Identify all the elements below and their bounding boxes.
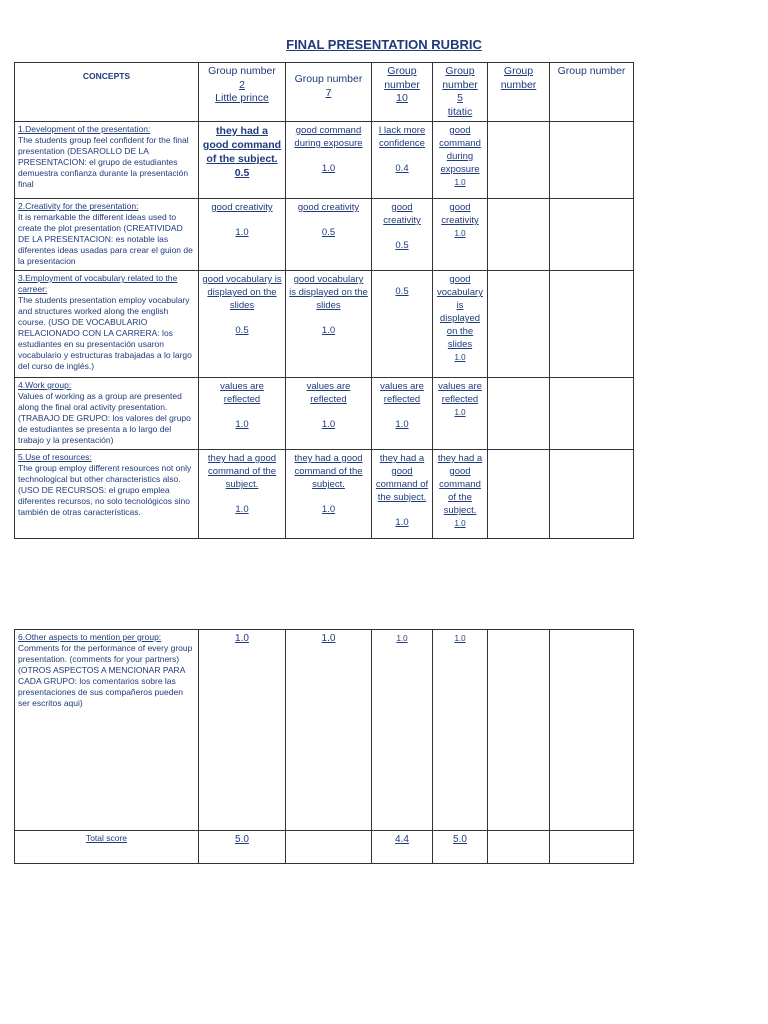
score-value: 0.5 (395, 240, 409, 251)
group-cell (286, 122, 372, 199)
score-value: 0.5 (235, 325, 249, 336)
group-header-line: Group (503, 65, 534, 77)
comment-text: they had a good command of the subject. (202, 125, 282, 165)
comment-text: good creativity (211, 202, 273, 213)
group-cell (488, 122, 550, 199)
criterion-cell (15, 122, 199, 199)
criterion-title: 3.Employment of vocabulary related to the carreer: (18, 273, 178, 294)
group-cell (488, 271, 550, 378)
score-value: 1.0 (321, 325, 336, 336)
score-value: 1.0 (321, 504, 336, 515)
score-value: 1.0 (395, 419, 409, 430)
group-cell (372, 630, 433, 831)
criterion-row (15, 122, 634, 199)
total-score-value: 5.0 (453, 834, 467, 845)
group-header-line: number (384, 78, 420, 91)
group-header-6 (550, 63, 634, 122)
group-header-line: titatic (447, 105, 473, 118)
group-cell (488, 378, 550, 450)
criterion-cell (15, 630, 199, 831)
comment-text: values are reflected (380, 381, 424, 405)
score-value: 1.0 (454, 353, 466, 362)
score-value: 0.5 (234, 167, 250, 179)
score-value: 1.0 (321, 633, 336, 644)
rubric-table-continued (14, 629, 634, 864)
score-value: 0.5 (321, 227, 336, 238)
group-cell (488, 450, 550, 539)
comment-text: they had a good command of the subject. (294, 453, 363, 490)
score-value: 1.0 (454, 519, 466, 528)
group-cell (550, 630, 634, 831)
group-cell (433, 271, 488, 378)
comment-text: values are reflected (306, 381, 351, 405)
group-cell (199, 271, 286, 378)
total-cell (488, 831, 550, 864)
group-cell (433, 199, 488, 271)
criterion-description: The students group feel confident for the final presentation (DESAROLLO DE LA PRESENTACION: el grupo de estudiantes demuestra confianza durante la presentación final (18, 135, 189, 189)
total-score-value: 4.4 (395, 834, 409, 845)
score-value: 1.0 (235, 227, 249, 238)
criterion-title: 4.Work group: (18, 380, 72, 390)
comment-text: good command during exposure (439, 125, 481, 175)
comment-text: good vocabulary is displayed on the slides (289, 274, 368, 311)
criterion-description: It is remarkable the different ideas used to create the plot presentation (CREATIVIDAD DE LA PRESENTACION: es notable las diferentes ideas usadas para crear el guion de la presentacion (18, 212, 193, 266)
comment-text: good creativity (383, 202, 421, 226)
score-value: 0.5 (395, 286, 409, 297)
criterion-description: Values of working as a group are presented along the final oral activity presentation. (TRABAJO DE GRUPO: los valores del grupo de estudiantes se presenta a lo largo del trabajo y la presentación) (18, 391, 191, 445)
comment-text: good creativity (441, 202, 479, 226)
comment-text: good vocabulary is displayed on the slides (202, 274, 282, 311)
group-cell (433, 378, 488, 450)
score-value: 1.0 (235, 504, 249, 515)
comment-text: they had a good command of the subject. (437, 453, 483, 516)
score-value: 0.4 (395, 163, 409, 174)
criterion-row (15, 450, 634, 539)
comment-text: good vocabulary is displayed on the slides (437, 274, 483, 350)
group-cell (550, 450, 634, 539)
score-value: 1.0 (321, 419, 336, 430)
group-header-line: Group (387, 65, 417, 77)
criterion-row (15, 199, 634, 271)
comment-text: they had a good command of the subject. (207, 453, 277, 490)
total-score-value: 5.0 (235, 834, 249, 845)
total-cell (372, 831, 433, 864)
criterion-cell (15, 378, 199, 450)
score-value: 1.0 (235, 419, 249, 430)
comment-text: they had a good command of the subject. (375, 453, 429, 503)
comment-text: I lack more confidence (378, 125, 426, 149)
group-header-line: Group number (208, 65, 276, 77)
score-value: 1.0 (321, 163, 336, 174)
comment-text: good command during exposure (294, 125, 363, 149)
criterion-title: 6.Other aspects to mention per group: (18, 632, 162, 642)
criterion-title: 5.Use of resources: (18, 452, 92, 462)
group-cell (372, 450, 433, 539)
group-header-line: Group number (294, 73, 363, 85)
criterion-title: 2.Creativity for the presentation: (18, 201, 139, 211)
total-row (15, 831, 634, 864)
group-cell (433, 450, 488, 539)
score-value: 1.0 (454, 634, 466, 643)
spacer (289, 65, 368, 73)
group-header-line: number (500, 78, 537, 91)
group-cell (550, 199, 634, 271)
score-value: 1.0 (454, 229, 466, 238)
total-cell (550, 831, 634, 864)
group-header-line: Group (445, 65, 475, 77)
total-cell (199, 831, 286, 864)
group-cell (199, 378, 286, 450)
group-cell (372, 378, 433, 450)
rubric-table (14, 62, 634, 539)
group-header-5 (488, 63, 550, 122)
group-cell (488, 199, 550, 271)
group-cell (550, 271, 634, 378)
total-cell (433, 831, 488, 864)
group-cell (199, 450, 286, 539)
header-row (15, 63, 634, 122)
score-value: 1.0 (454, 408, 466, 417)
group-header-4 (433, 63, 488, 122)
group-header-line: 5 (457, 92, 463, 104)
concepts-header: CONCEPTS (15, 63, 199, 122)
group-cell (372, 199, 433, 271)
group-header-line: 10 (396, 92, 408, 104)
group-cell (199, 199, 286, 271)
criterion-cell (15, 271, 199, 378)
criterion-cell (15, 450, 199, 539)
criterion-description: Comments for the performance of every group presentation. (comments for your partners) (OTROS ASPECTOS A MENCIONAR PARA CADA GRUPO: los comentarios sobre las presentaciones de sus compañeros pueden ser escritos aqui) (18, 643, 193, 708)
group-cell (286, 271, 372, 378)
score-value: 1.0 (396, 634, 408, 643)
group-cell (550, 122, 634, 199)
criterion-title: 1.Development of the presentation: (18, 124, 151, 134)
group-header-line: number (442, 78, 478, 91)
group-header-3 (372, 63, 433, 122)
group-cell (488, 630, 550, 831)
group-cell (286, 450, 372, 539)
group-header-2 (286, 63, 372, 122)
group-header-1 (199, 63, 286, 122)
comment-text: values are reflected (438, 381, 482, 405)
criterion-description: The students presentation employ vocabulary and structures worked along the english course. (USO DE VOCABULARIO RELACIONADO CON LA CARRERA: los estudiantes en su presentación usaron vocabulario y estructuras trabajadas a lo largo del curso de inglés.) (18, 295, 192, 371)
criterion-description: The group employ different resources not only technological but other characteristics also. (USO DE RECURSOS: el grupo emplea diferentes recursos, no solo tecnológicos sino también de otras características. (18, 463, 192, 517)
group-cell (286, 630, 372, 831)
group-cell (433, 630, 488, 831)
other-aspects-row (15, 630, 634, 831)
group-cell (199, 630, 286, 831)
comment-text: good creativity (297, 202, 360, 213)
group-cell (550, 378, 634, 450)
group-cell (286, 199, 372, 271)
total-score-label: Total score (15, 831, 199, 864)
group-header-line: Group number (557, 65, 626, 77)
criterion-row (15, 271, 634, 378)
score-value: 1.0 (235, 633, 249, 644)
score-value: 1.0 (454, 178, 466, 187)
group-cell (372, 271, 433, 378)
total-cell (286, 831, 372, 864)
criterion-row (15, 378, 634, 450)
group-cell (433, 122, 488, 199)
page-title: FINAL PRESENTATION RUBRIC (286, 37, 482, 52)
group-cell (372, 122, 433, 199)
group-header-line: Little prince (215, 92, 269, 104)
comment-text: values are reflected (220, 381, 264, 405)
group-header-line: 7 (325, 86, 332, 99)
group-header-line: 2 (239, 78, 245, 91)
group-cell (199, 122, 286, 199)
group-cell (286, 378, 372, 450)
score-value: 1.0 (395, 517, 409, 528)
criterion-cell (15, 199, 199, 271)
